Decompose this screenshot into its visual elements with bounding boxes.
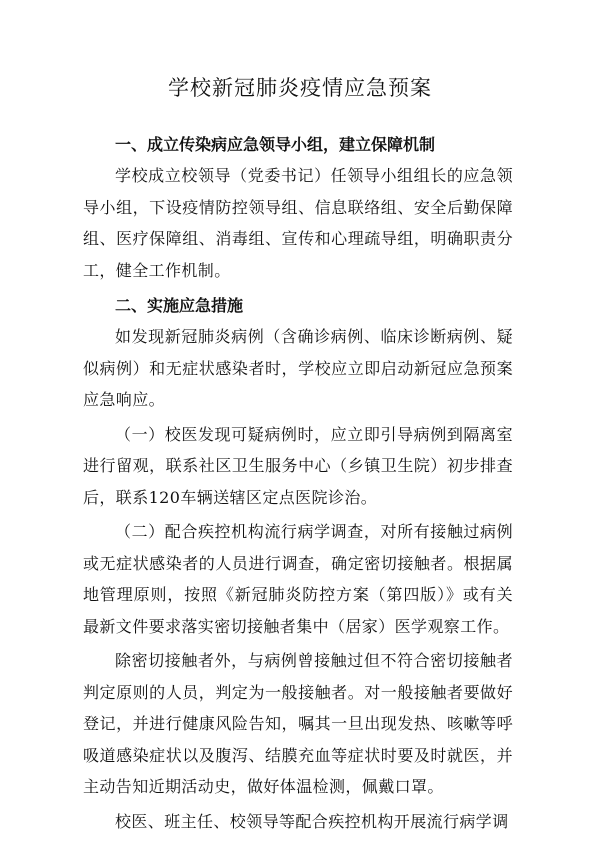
paragraph-6: 校医、班主任、校领导等配合疾控机构开展流行病学调: [115, 811, 509, 831]
paragraph-5: 除密切接触者外，与病例曾接触过但不符合密切接触者判定原则的人员，判定为一般接触者。对一般接触者要做好登记，并进行健康风险告知，嘱其一旦出现发热、咳嗽等呼吸道感染症状以及腹泻、结膜充血等症状时要及时就医，并主动告知近期活动史，做好体温检测，佩戴口罩。: [83, 651, 513, 796]
document-title: 学校新冠肺炎疫情应急预案: [168, 76, 432, 100]
paragraph-4: （二）配合疾控机构流行病学调查，对所有接触过病例或无症状感染者的人员进行调查，确定密切接触者。根据属地管理原则，按照《新冠肺炎防控方案（第四版）》或有关最新文件要求落实密切接触者集中（居家）医学观察工作。: [83, 522, 513, 636]
paragraph-3: （一）校医发现可疑病例时，应立即引导病例到隔离室进行留观，联系社区卫生服务中心（乡镇卫生院）初步排查后，联系120车辆送辖区定点医院诊治。: [83, 424, 513, 507]
document-body: [83, 120, 513, 837]
section-heading-1: 一、成立传染病应急领导小组，建立保障机制: [115, 135, 436, 154]
section-heading-2: 二、实施应急措施: [115, 296, 244, 315]
paragraph-1: 学校成立校领导（党委书记）任领导小组组长的应急领导小组，下设疫情防控领导组、信息联络组、安全后勤保障组、医疗保障组、消毒组、宣传和心理疏导组，明确职责分工，健全工作机制。: [83, 166, 513, 280]
paragraph-2: 如发现新冠肺炎病例（含确诊病例、临床诊断病例、疑似病例）和无症状感染者时，学校应立即启动新冠应急预案应急响应。: [83, 327, 513, 409]
